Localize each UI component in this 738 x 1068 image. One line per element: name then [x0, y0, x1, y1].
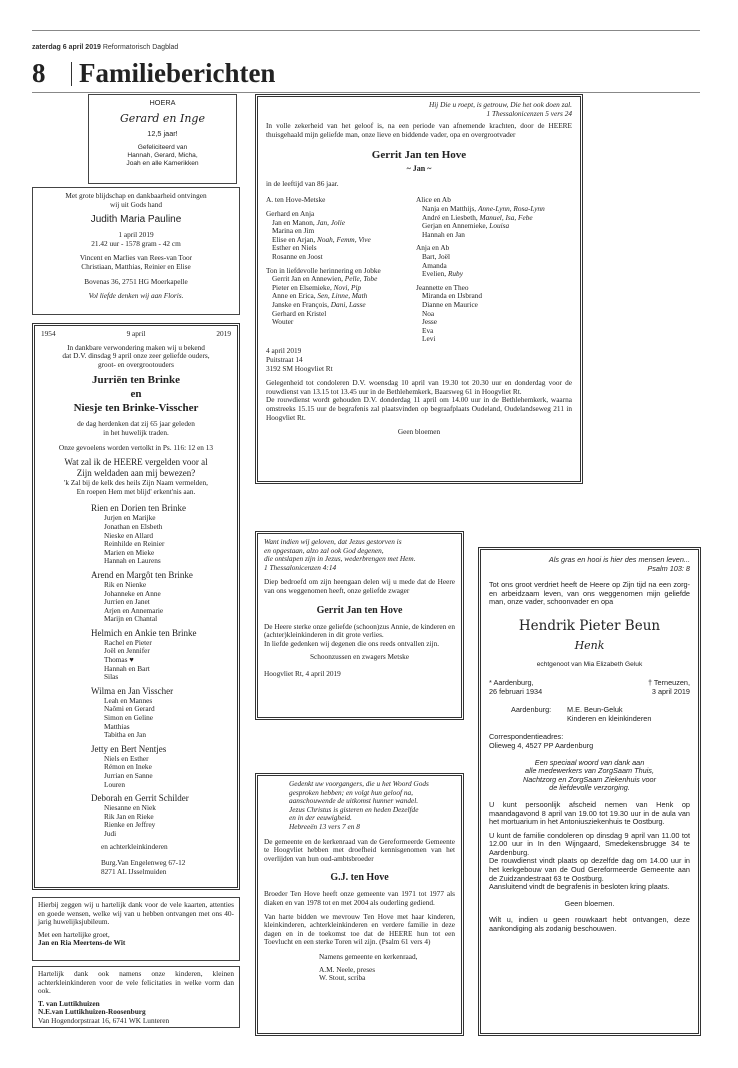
ad6-intro: In volle zekerheid van het geloof is, na een periode van afnemende krachten, door de HEERE thuisgehaald mijn geliefde man, onze lieve en biddende vader, opa en overgrootvader — [266, 121, 572, 139]
ad2-parents: Christiaan, Matthias, Reinier en Elise — [81, 261, 191, 271]
ad3-family-member: Jurjen en Marijke — [104, 513, 156, 523]
ad3-family-head: Rien en Dorien ten Brinke — [91, 503, 186, 514]
ad3-en: en — [130, 388, 142, 401]
ad3-year-right: 2019 — [216, 329, 231, 338]
ad5-name: N.E.van Luttikhuizen-Roosenburg — [38, 1007, 146, 1017]
ad2-closing: Vol liefde denken wij aan Floris. — [88, 291, 184, 301]
ad1-names: Gerard en Inge — [120, 111, 205, 125]
ad3-psalm: Onze gevoelens worden vertolkt in Ps. 116: 12 en 13 — [58, 442, 214, 452]
ad9-nickname: Henk — [574, 638, 605, 652]
ad6-family-member: Anne en Erica, Sen, Linne, Math — [272, 291, 368, 301]
ad3-family-member: Arjen en Annemarie — [104, 605, 164, 615]
ad3-family-member: Judi — [104, 828, 117, 838]
ad6-family-member: André en Liesbeth, Manuel, Isa, Febe — [422, 212, 533, 222]
ad9-paragraph: Aansluitend vindt de begrafenis in besloten kring plaats. — [489, 882, 670, 892]
ad9-died-date: 3 april 2019 — [651, 686, 690, 696]
ad6-family-member: Wouter — [272, 317, 294, 327]
ad-obituary-inlaws — [255, 531, 464, 720]
ad4-names: Jan en Ria Meertens-de Wit — [38, 938, 126, 948]
ad6-family-head: Ton in liefdevolle herinnering en Jobke — [266, 265, 381, 275]
ad9-intro: Tot ons groot verdriet heeft de Heere op Zijn tijd na een zorg- en arbeidzaam leven, van ons weggenomen mijn geliefde man, onze vader, schoonvader en opa — [489, 580, 690, 607]
ad3-family-head: Jetty en Bert Nentjes — [91, 743, 167, 754]
ad3-name2: Niesje ten Brinke-Visscher — [73, 402, 199, 415]
ad-obituary-church — [255, 773, 464, 1036]
ad3-quote: Zijn weldaden aan mij bewezen? — [76, 468, 196, 479]
ad3-family-member: Rik en Nienke — [104, 579, 147, 589]
ad6-family-member: Hannah en Jan — [422, 229, 465, 239]
ad6-date-address: Puitstraat 14 — [266, 354, 303, 364]
ad3-quote2: 'k Zal bij de kelk des heils Zijn Naam vermelden, — [64, 478, 208, 488]
ad3-family-head: Wilma en Jan Visscher — [91, 685, 174, 696]
ad6-family-member: Eva — [422, 325, 434, 335]
date-line: zaterdag 6 april 2019 Reformatorisch Dagblad — [32, 44, 179, 51]
ad9-verse-ref: Psalm 103: 8 — [647, 563, 690, 573]
ad6-date-address: 4 april 2019 — [266, 346, 302, 356]
ad3-family-member: Marijn en Chantal — [104, 614, 158, 624]
ad2-intro: Met grote blijdschap en dankbaarheid ontvingen — [65, 191, 207, 200]
ad6-family-member: Gerjan en Annemieke, Louisa — [422, 221, 510, 231]
top-rule — [32, 30, 700, 31]
ad6-family-member: Gerhard en Kristel — [272, 308, 327, 318]
ad-thanks-luttikhuizen — [32, 966, 240, 1028]
ad3-family-member: Joël en Jennifer — [104, 646, 150, 656]
ad2-child-name: Judith Maria Pauline — [90, 214, 182, 226]
ad9-paragraph: De rouwdienst vindt plaats op dezelfde dag om 14.00 uur in het kerkgebouw van de Oud Gereformeerde Gemeente aan de Zuidzandestraat 63 te Oostburg. — [489, 856, 690, 883]
ad3-year-row — [41, 330, 231, 339]
ad7-sign: Schoonzussen en zwagers Metske — [309, 652, 410, 662]
ad3-family-member: Rémon en Ineke — [104, 762, 152, 772]
ad3-family-member: Rik Jan en Rieke — [104, 811, 154, 821]
ad8-verse: Jezus Christus is gisteren en heden Dezelfde — [289, 804, 419, 814]
ad6-family-member: Jesse — [422, 317, 437, 327]
ad9-born-date: 26 februari 1934 — [489, 686, 543, 696]
ad3-family-member: Niesanne en Niek — [104, 803, 156, 813]
ad3-family-member: Naômi en Gerard — [104, 704, 155, 714]
ad6-family-member: Jan en Manon, Jan, Jolie — [272, 217, 345, 227]
ad9-paragraph: U kunt persoonlijk afscheid nemen van Henk op maandagavond 8 april van 19.00 tot 19.30 uur in de aula van het mortuarium in het Antoniusziekenhuis te Oostburg. — [489, 799, 690, 827]
ad6-family-member: Rosanne en Joost — [272, 251, 323, 261]
ad8-sign-intro: Namens gemeente en kerkenraad, — [319, 951, 418, 961]
ad6-family-head: Anja en Ab — [416, 243, 450, 253]
ad3-family-member: Jurrian en Sanne — [104, 771, 153, 780]
ad8-signer: A.M. Neele, preses — [319, 964, 376, 974]
title-divider — [71, 62, 72, 86]
ad9-corr-label: Correspondentieadres: — [489, 732, 564, 742]
ad2-address: Bovenas 36, 2751 HG Moerkapelle — [84, 276, 188, 286]
ad3-intro: groot- en overgrootouders — [97, 359, 175, 369]
ad3-address: 8271 AL IJsselmuiden — [101, 866, 167, 876]
ad7-body: De Heere sterke onze geliefde (schoon)zus Annie, de kinderen en (achter)kleinkinderen in dit grote verlies. — [264, 621, 455, 640]
ad8-body2: Van harte bidden we mevrouw Ten Hove met haar kinderen, kleinkinderen, achterkleinkinderen en verdere familie in deze dagen en in de toekomst toe dat de HEERE hun tot een Toevlucht en een sterke Toren wil zijn. (Psalm 61 vers 4) — [264, 911, 455, 947]
ad5-name: T. van Luttikhuizen — [38, 998, 100, 1008]
ad-birth — [32, 187, 240, 315]
ad3-family-member: Niels en Esther — [104, 753, 149, 763]
ad6-family-member: Bart, Joël — [422, 251, 450, 261]
ad6-family-member: Esther en Niels — [272, 243, 317, 253]
ad8-verse: en in der eeuwigheid. — [289, 813, 352, 823]
page-number: 8 — [32, 58, 46, 88]
ad6-flowers: Geen bloemen — [397, 427, 441, 437]
ad8-verse: Gedenkt uw voorgangers, die u het Woord Gods — [289, 779, 429, 788]
ad7-verse: Want indien wij geloven, dat Jezus gestorven is — [264, 537, 402, 546]
ad2-birth: 1 april 2019 — [118, 230, 154, 240]
ad6-nickname: ~ Jan ~ — [406, 164, 432, 174]
page-title: Familieberichten — [79, 58, 276, 88]
ad3-name1: Jurriën ten Brinke — [92, 374, 180, 387]
ad8-verse-ref: Hebreeën 13 vers 7 en 8 — [289, 821, 360, 831]
ad3-date: 9 april — [126, 329, 146, 338]
ad8-signer: W. Stout, scriba — [319, 973, 366, 983]
ad6-verse: Hij Die u roept, is getrouw, Die het ook doen zal. — [428, 100, 572, 109]
ad-hoera — [88, 94, 237, 184]
ad6-family-member: Evelien, Ruby — [422, 269, 463, 279]
ad9-corr-address: Olieweg 4, 4527 PP Aardenburg — [489, 740, 594, 750]
ad3-family-member: Leah en Mannes — [104, 695, 153, 705]
ad6-condolence: Gelegenheid tot condoleren D.V. woensdag 10 april van 19.30 tot 20.30 uur en donderdag voor de rouwdienst van 13.15 tot 13.45 uur in de Bethlehemkerk, Baarsweg 61 in Hoogvliet Rt. — [266, 378, 572, 396]
ad6-family-member: Noa — [422, 308, 435, 318]
ad9-thanks: Een speciaal woord van dank aan — [534, 757, 645, 767]
ad9-flowers: Geen bloemen. — [564, 898, 615, 908]
ad9-closing: Wilt u, indien u geen rouwkaart hebt ontvangen, deze aankondiging als zodanig beschouwen. — [489, 915, 690, 934]
ad-anniversary — [32, 323, 240, 890]
ad8-intro: De gemeente en de kerkenraad van de Gereformeerde Gemeente te Hoogvliet hebben met droefheid kennisgenomen van het overlijden van hun oud-ambtsbroeder — [264, 836, 455, 863]
ad6-family-head: A. ten Hove-Metske — [266, 195, 326, 205]
ad1-line: Joah en alle Kamerikken — [126, 160, 199, 168]
ad7-intro: Diep bedroefd om zijn heengaan delen wij u mede dat de Heere van ons weggenomen heeft, onze geliefde zwager — [264, 577, 455, 595]
ad3-family-member: Nieske en Allard — [104, 530, 154, 540]
ad3-intro: dat D.V. dinsdag 9 april onze zeer geliefde ouders, — [62, 351, 210, 361]
ad6-family-member: Dianne en Maurice — [422, 299, 478, 309]
ad3-address: Burg.Van Engelenweg 67-12 — [101, 858, 186, 868]
ad9-family-place: Aardenburg: — [511, 705, 552, 715]
ad3-family-member: Thomas ♥ — [104, 655, 134, 665]
ad7-verse: en opgestaan, alzo zal ook God degenen, — [264, 545, 384, 555]
ad6-family-col-right — [416, 196, 572, 347]
ad6-age: in de leeftijd van 86 jaar. — [266, 178, 339, 188]
ad3-year-left: 1954 — [41, 329, 56, 338]
ad3-family-member: Johanneke en Anne — [104, 588, 161, 598]
ad9-name: Hendrik Pieter Beun — [518, 617, 661, 634]
ad4-text: Hierbij zeggen wij u hartelijk dank voor de vele kaarten, attenties en goede wensen, welke wij van u hebben ontvangen met ons 40-jarig huwelijksjubileum. — [38, 900, 234, 927]
ad2-birth: 21.42 uur - 1578 gram - 42 cm — [91, 238, 181, 248]
ad3-anniv: de dag herdenken dat zij 65 jaar geleden — [77, 419, 195, 429]
ad9-born-label: * Aardenburg, — [489, 677, 534, 687]
ad6-family-member: Miranda en IJsbrand — [422, 291, 482, 301]
ad2-intro: wij uit Gods hand — [109, 199, 163, 209]
ad3-family-list — [41, 503, 231, 838]
ad6-family-member: Amanda — [422, 260, 447, 270]
ad3-anniv: in het huwelijk traden. — [103, 427, 169, 437]
ad9-spouse: echtgenoot van Mia Elizabeth Geluk — [536, 660, 643, 668]
ad6-family-member: Elise en Arjan, Noah, Femm, Vive — [272, 234, 371, 244]
ad6-family-member: Nanja en Matthijs, Anne-Lynn, Rosa-Lynn — [422, 203, 545, 213]
ad3-footer: en achterkleinkinderen — [101, 841, 168, 851]
ad1-line: Gefeliciteerd van — [137, 144, 188, 152]
ad3-family-member: Simon en Geline — [104, 713, 154, 723]
ad8-verse: aanschouwende de uitkomst hunner wandel. — [289, 796, 419, 806]
ad3-family-head: Arend en Margôt ten Brinke — [91, 569, 193, 580]
ad3-intro: In dankbare verwondering maken wij u bekend — [67, 342, 205, 352]
ad7-place: Hoogvliet Rt, 4 april 2019 — [264, 668, 341, 678]
ad8-name: G.J. ten Hove — [330, 872, 389, 884]
ad9-family-line: Kinderen en kleinkinderen — [567, 713, 652, 723]
ad9-dates — [489, 679, 690, 696]
ad9-family — [489, 706, 690, 723]
ad4-greeting: Met een hartelijke groet, — [38, 929, 110, 939]
ad6-family-head: Jeannette en Theo — [416, 282, 469, 292]
ad-obituary-beun — [478, 547, 701, 1036]
ad6-name: Gerrit Jan ten Hove — [371, 149, 467, 162]
ad7-verse-ref: 1 Thessalonicenzen 4:14 — [264, 562, 337, 572]
ad3-quote: Wat zal ik de HEERE vergelden voor al — [64, 457, 208, 468]
ad7-name: Gerrit Jan ten Hove — [316, 604, 403, 616]
ad6-family-member: Levi — [422, 334, 436, 344]
ad3-family-member: Rienke en Jeffrey — [104, 820, 156, 830]
ad-obituary-main — [255, 94, 583, 484]
ad6-family-member: Marina en Jim — [272, 226, 315, 236]
ad6-family-member: Janske en François, Dani, Lasse — [272, 299, 366, 309]
ad6-date-address: 3192 SM Hoogvliet Rt — [266, 363, 333, 373]
ad3-family-member: Hannah en Laurens — [104, 556, 161, 566]
ad3-family-member: Jonathan en Elsbeth — [104, 521, 163, 531]
ad9-thanks: Nachtzorg en ZorgSaam Ziekenhuis voor — [522, 774, 657, 784]
ad3-family-member: Matthias — [104, 721, 130, 731]
ad3-family-member: Louren — [104, 779, 126, 789]
ad8-verse: gesproken hebben; en volgt hun geloof na, — [289, 787, 413, 797]
ad6-family-head: Gerhard en Anja — [266, 208, 315, 218]
title-rule — [32, 92, 700, 93]
ad6-verse-ref: 1 Thessalonicenzen 5 vers 24 — [486, 108, 572, 118]
ad6-service: De rouwdienst wordt gehouden D.V. donderdag 11 april om 14.00 uur in de Bethlehemkerk, waarna omstreeks 15.15 uur de begrafenis zal plaatsvinden op begraafplaats Oudeland, Oudelandseweg 211 in Hoogvliet Rt. — [266, 395, 572, 422]
ad9-verse: Als gras en hooi is hier des mensen leven... — [548, 555, 690, 564]
ad-thanks-meertens — [32, 897, 240, 961]
ad6-family-head: Alice en Ab — [416, 195, 451, 205]
ad6-family-col-left — [266, 196, 416, 347]
ad1-age: 12,5 jaar! — [147, 128, 178, 138]
ad3-family-member: Tabitha en Jan — [104, 730, 147, 740]
ad9-died-label: † Terneuzen, — [647, 677, 690, 687]
ad2-parents: Vincent en Marlies van Rees-van Toor — [79, 253, 193, 263]
ad3-family-member: Marien en Mieke — [104, 547, 155, 557]
ad3-quote2: En roepen Hem met blijd' erkent'nis aan. — [76, 486, 196, 496]
ad5-text: Hartelijk dank ook namens onze kinderen, kleinen achterkleinkinderen voor de vele felicitaties in welke vorm dan ook. — [38, 969, 234, 996]
ad9-thanks: de liefdevolle verzorging. — [549, 783, 630, 793]
ad6-family-member: Gerrit Jan en Annewien, Pelle, Tobe — [272, 274, 378, 284]
ad3-family-member: Rachel en Pieter — [104, 637, 152, 647]
ad1-heading: HOERA — [149, 98, 176, 107]
ad3-family-member: Hannah en Bart — [104, 663, 150, 673]
ad6-family-member: Pieter en Elsemieke, Novi, Pip — [272, 282, 362, 292]
ad1-line: Hannah, Gerard, Micha, — [127, 152, 198, 160]
ad3-family-member: Silas — [104, 672, 119, 682]
ad9-family-line: M.E. Beun-Geluk — [567, 705, 623, 715]
ad9-thanks: alle medewerkers van ZorgSaam Thuis, — [525, 766, 654, 776]
ad7-verse: die ontslapen zijn in Jezus, wederbrengen met Hem. — [264, 554, 416, 564]
ad3-family-head: Deborah en Gerrit Schilder — [91, 793, 189, 804]
ad8-body: Broeder Ten Hove heeft onze gemeente van 1971 tot 1977 als diaken en van 1978 tot en met 2004 als ouderling gediend. — [264, 889, 455, 907]
ad9-paragraph: U kunt de familie condoleren op dinsdag 9 april van 11.00 tot 12.00 uur in In den Wijngaard, Smedekensbrugge 34 te Aardenburg. — [489, 830, 690, 857]
ad5-address: Van Hogendorpstraat 16, 6741 WK Lunteren — [38, 1015, 170, 1025]
ad7-body2: In liefde gedenken wij degenen die ons reeds ontvallen zijn. — [264, 638, 440, 648]
ad3-family-member: Jurrien en Janet — [104, 597, 150, 607]
ad3-family-head: Helmich en Ankie ten Brinke — [91, 627, 197, 638]
ad3-family-member: Reinhilde en Reinier — [104, 539, 165, 549]
